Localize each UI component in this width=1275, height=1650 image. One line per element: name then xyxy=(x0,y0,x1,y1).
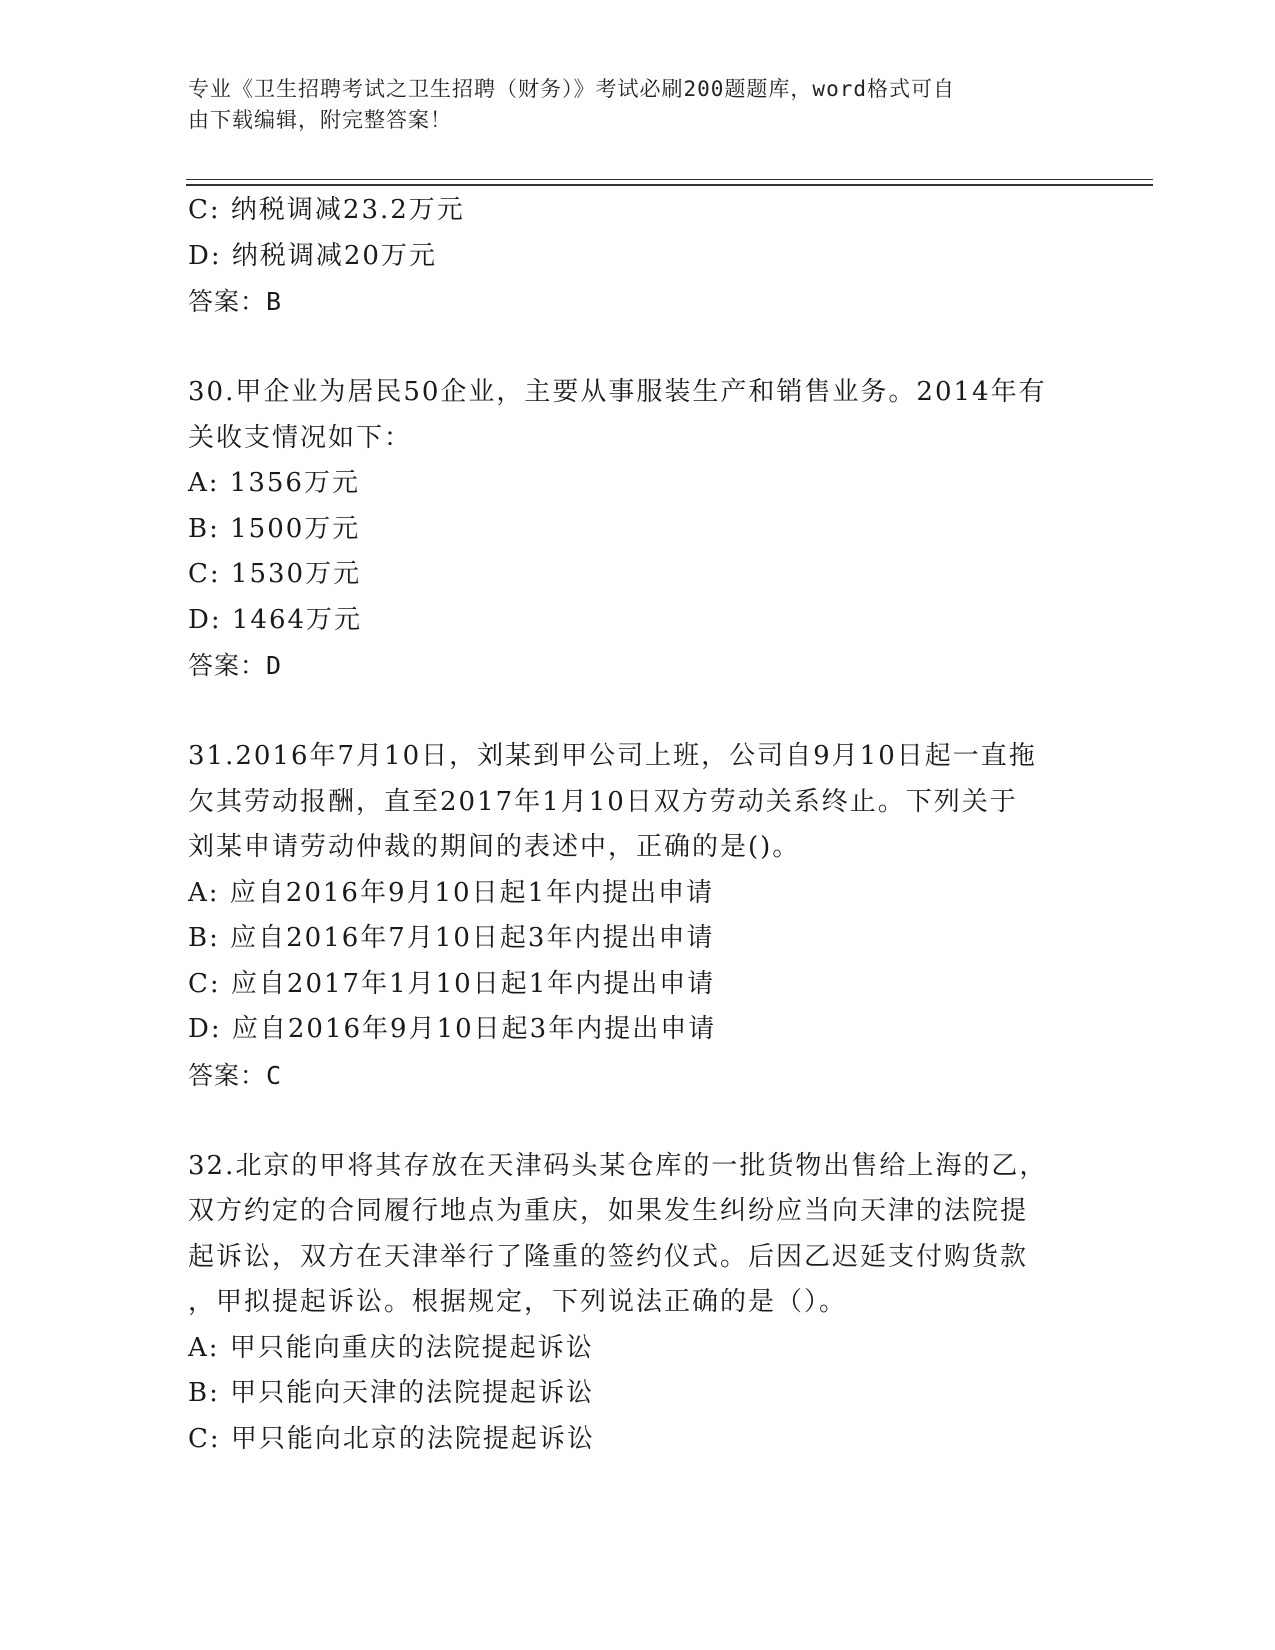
previous-question-tail xyxy=(188,188,1088,325)
question-text: 欠其劳动报酬，直至2017年1月10日双方劳动关系终止。下列关于 xyxy=(188,786,1018,817)
question-text: 双方约定的合同履行地点为重庆，如果发生纠纷应当向天津的法院提 xyxy=(188,1196,1029,1226)
option-b: B: 1500万元 xyxy=(188,513,361,544)
spacer xyxy=(188,689,1088,735)
question-text: 关收支情况如下： xyxy=(188,422,413,453)
page-header xyxy=(188,74,1068,136)
option-a: A: 应自2016年9月10日起1年内提出申请 xyxy=(188,877,715,908)
header-line-1: 专业《卫生招聘考试之卫生招聘（财务）》考试必刷200题题库，word格式可自 xyxy=(188,77,955,101)
question-text: ，甲拟提起诉讼。根据规定，下列说法正确的是（）。 xyxy=(188,1287,848,1317)
option-d: D: 1464万元 xyxy=(188,604,363,635)
spacer xyxy=(188,1098,1088,1144)
question-30 xyxy=(188,370,1088,689)
question-text: 32.北京的甲将其存放在天津码头某仓库的一批货物出售给上海的乙， xyxy=(188,1150,1048,1181)
spacer xyxy=(188,325,1088,371)
header-divider-thick xyxy=(186,184,1153,186)
header-line-2: 由下载编辑，附完整答案！ xyxy=(188,108,452,132)
question-32 xyxy=(188,1144,1088,1463)
option-c: C: 纳税调减23.2万元 xyxy=(188,195,465,225)
option-a: A: 甲只能向重庆的法院提起诉讼 xyxy=(188,1332,594,1363)
option-c: C: 甲只能向北京的法院提起诉讼 xyxy=(188,1423,595,1454)
question-text: 31.2016年7月10日，刘某到甲公司上班，公司自9月10日起一直拖 xyxy=(188,741,1037,771)
option-c: C: 应自2017年1月10日起1年内提出申请 xyxy=(188,968,716,999)
option-c: C: 1530万元 xyxy=(188,559,362,589)
answer: 答案：D xyxy=(188,651,283,680)
option-b: B: 应自2016年7月10日起3年内提出申请 xyxy=(188,923,715,953)
question-text: 刘某申请劳动仲裁的期间的表述中，正确的是()。 xyxy=(188,832,801,862)
option-a: A: 1356万元 xyxy=(188,468,360,498)
answer: 答案：C xyxy=(188,1060,283,1090)
header-divider-thin xyxy=(186,179,1153,180)
answer: 答案：B xyxy=(188,287,283,316)
question-31 xyxy=(188,734,1088,1098)
option-d: D: 应自2016年9月10日起3年内提出申请 xyxy=(188,1014,717,1044)
question-text: 起诉讼，双方在天津举行了隆重的签约仪式。后因乙迟延支付购货款 xyxy=(188,1241,1029,1272)
option-d: D: 纳税调减20万元 xyxy=(188,240,437,271)
question-content xyxy=(188,188,1088,1462)
option-b: B: 甲只能向天津的法院提起诉讼 xyxy=(188,1378,595,1408)
question-text: 30.甲企业为居民50企业，主要从事服装生产和销售业务。2014年有 xyxy=(188,377,1047,407)
